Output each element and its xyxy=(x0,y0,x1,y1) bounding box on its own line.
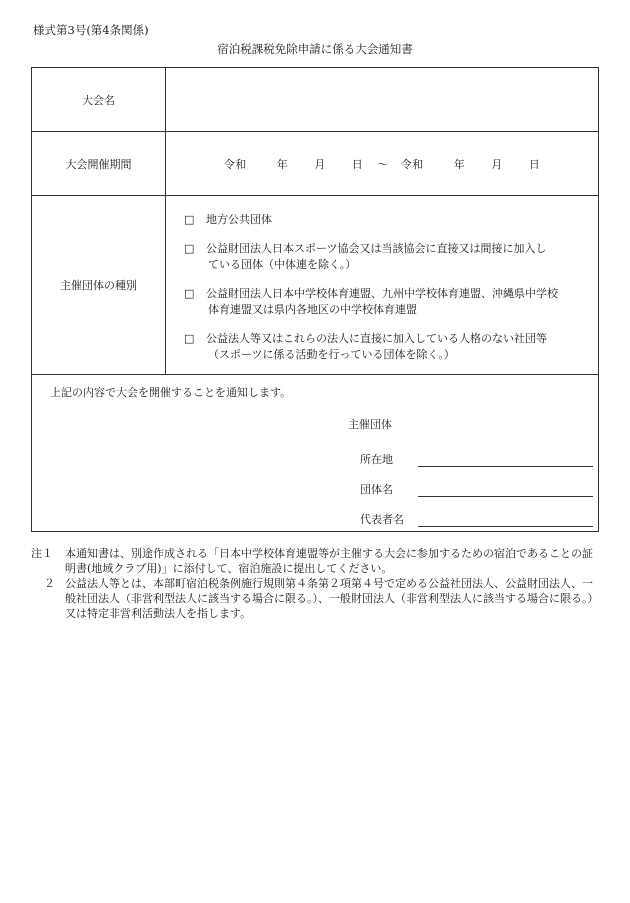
option-label: 公益財団法人日本スポーツ協会又は当該協会に直接又は間接に加入し ている団体（中体連を除く。） xyxy=(206,241,547,271)
representative-label: 代表者名 xyxy=(360,513,404,526)
option-label: 公益法人等又はこれらの法人に直接に加入している人格のない社団等 （スポーツに係る活動を行っている団体を除く。） xyxy=(206,331,547,361)
period-end-month: 月 xyxy=(491,157,503,171)
address-line xyxy=(360,451,593,467)
event-period-field[interactable] xyxy=(166,132,599,196)
period-separator: 〜 xyxy=(377,157,389,171)
period-end-era: 令和 xyxy=(400,157,424,171)
note-item xyxy=(31,576,597,621)
group-name-line xyxy=(360,481,593,497)
notes-section xyxy=(31,546,597,621)
note-text: 公益法人等とは、本部町宿泊税条例施行規則第４条第２項第４号で定める公益社団法人、公益財団法人、一般社団法人（非営利型法人に該当する場合に限る。）、一般財団法人（非営利型法人に該当する場合に限る。）又は特定非営利活動法人を指します。 xyxy=(65,577,593,620)
form-number: 様式第3号(第4条関係) xyxy=(33,23,149,37)
address-field[interactable] xyxy=(418,454,593,467)
event-period-label: 大会開催期間 xyxy=(32,132,166,196)
representative-line xyxy=(360,511,593,527)
notification-form-table xyxy=(31,67,599,532)
document-title: 宿泊税課税免除申請に係る大会通知書 xyxy=(217,42,413,56)
address-label: 所在地 xyxy=(360,453,393,466)
event-name-field[interactable] xyxy=(166,68,599,132)
notification-row xyxy=(32,375,599,532)
period-end-year: 年 xyxy=(453,157,466,171)
period-start-era: 令和 xyxy=(223,157,247,171)
organizer-type-row xyxy=(32,196,599,375)
option-label: 公益財団法人日本中学校体育連盟、九州中学校体育連盟、沖縄県中学校 体育連盟又は県内各地区の中学校体育連盟 xyxy=(206,286,558,316)
note-item xyxy=(31,546,597,576)
group-name-label: 団体名 xyxy=(360,483,393,496)
notification-section xyxy=(32,375,599,532)
note-number: 注１ xyxy=(31,547,53,560)
organizer-type-options xyxy=(166,196,599,375)
checkbox-icon[interactable]: □ xyxy=(184,241,195,255)
checkbox-icon[interactable]: □ xyxy=(184,212,195,226)
note-number: ２ xyxy=(44,577,55,590)
organizer-option-junior-high-federation[interactable] xyxy=(184,286,586,318)
organizer-option-local-government[interactable] xyxy=(184,212,586,228)
event-name-row xyxy=(32,68,599,132)
organizer-type-label: 主催団体の種別 xyxy=(32,196,166,375)
event-name-label: 大会名 xyxy=(32,68,166,132)
organizer-option-public-interest-corp[interactable] xyxy=(184,331,586,363)
notification-statement: 上記の内容で大会を開催することを通知します。 xyxy=(50,386,292,399)
group-name-field[interactable] xyxy=(418,484,593,497)
representative-field[interactable] xyxy=(418,514,593,527)
checkbox-icon[interactable]: □ xyxy=(184,286,195,300)
event-period-row xyxy=(32,132,599,196)
period-end-day: 日 xyxy=(528,157,541,171)
period-start-year: 年 xyxy=(276,157,289,171)
organizer-heading: 主催団体 xyxy=(348,418,392,431)
period-start-month: 月 xyxy=(314,157,326,171)
note-text: 本通知書は、別途作成される「日本中学校体育連盟等が主催する大会に参加するための宿泊であることの証明書(地域クラブ用)」に添付して、宿泊施設に提出してください。 xyxy=(65,547,593,575)
option-label: 地方公共団体 xyxy=(206,212,272,226)
period-start-day: 日 xyxy=(351,157,364,171)
organizer-option-sports-association[interactable] xyxy=(184,241,586,273)
checkbox-icon[interactable]: □ xyxy=(184,331,195,345)
